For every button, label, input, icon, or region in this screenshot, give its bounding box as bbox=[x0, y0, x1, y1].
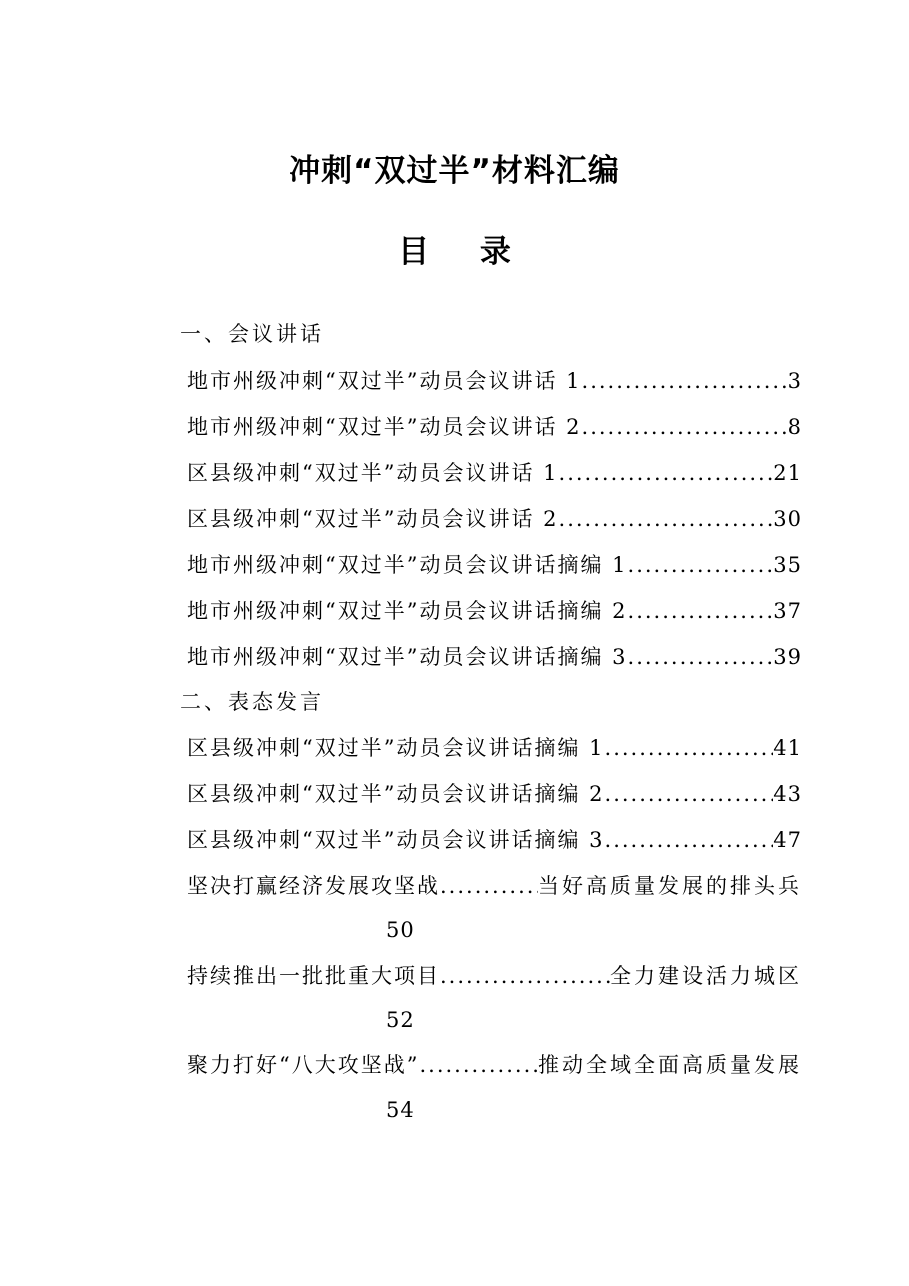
toc-entry-label: 地市州级冲刺“双过半”动员会议讲话摘编 1 bbox=[187, 553, 628, 577]
toc-entry-label: 地市州级冲刺“双过半”动员会议讲话 1 bbox=[187, 369, 582, 393]
toc-leader-dots bbox=[628, 642, 774, 672]
toc-entry[interactable] bbox=[187, 825, 802, 855]
toc-leader-dots bbox=[628, 596, 774, 626]
section-heading-statements: 二、表态发言 bbox=[180, 690, 324, 714]
toc-entry-label: 区县级冲刺“双过半”动员会议讲话 1 bbox=[187, 461, 559, 485]
toc-entry-label: 聚力打好“八大攻坚战” bbox=[187, 1053, 420, 1077]
toc-entry[interactable] bbox=[187, 458, 802, 488]
toc-entry-page: 39 bbox=[773, 645, 802, 669]
toc-entry[interactable] bbox=[187, 412, 802, 442]
toc-entry-subtitle: 推动全域全面高质量发展 bbox=[538, 1053, 802, 1077]
toc-entry-page: 52 bbox=[386, 1008, 415, 1032]
toc-entry[interactable] bbox=[187, 642, 802, 672]
toc-entry-page: 54 bbox=[386, 1098, 415, 1122]
toc-entry-label: 区县级冲刺“双过半”动员会议讲话摘编 3 bbox=[187, 828, 605, 852]
toc-entry-page: 50 bbox=[386, 918, 415, 942]
toc-leader-dots bbox=[605, 733, 774, 763]
toc-entry-label: 地市州级冲刺“双过半”动员会议讲话摘编 2 bbox=[187, 599, 628, 623]
toc-entry-page: 8 bbox=[787, 415, 802, 439]
toc-leader-dots bbox=[440, 961, 610, 991]
toc-leader-dots bbox=[419, 1050, 538, 1080]
toc-entry-page: 41 bbox=[773, 736, 802, 760]
toc-entry[interactable] bbox=[187, 871, 802, 901]
toc-leader-dots bbox=[605, 825, 774, 855]
toc-entry-page: 30 bbox=[773, 507, 802, 531]
toc-entry-label: 区县级冲刺“双过半”动员会议讲话摘编 2 bbox=[187, 782, 605, 806]
toc-entry-page: 37 bbox=[773, 599, 802, 623]
toc-leader-dots bbox=[559, 504, 774, 534]
toc-entry-subtitle: 全力建设活力城区 bbox=[610, 964, 802, 988]
toc-leader-dots bbox=[559, 458, 774, 488]
toc-heading: 目 录 bbox=[398, 234, 531, 270]
toc-leader-dots bbox=[628, 550, 774, 580]
toc-entry-page: 3 bbox=[787, 369, 802, 393]
toc-leader-dots bbox=[582, 412, 788, 442]
toc-entry[interactable] bbox=[187, 961, 802, 991]
toc-entry-label: 区县级冲刺“双过半”动员会议讲话 2 bbox=[187, 507, 559, 531]
toc-entry-subtitle: 当好高质量发展的排头兵 bbox=[538, 874, 802, 898]
toc-entry[interactable] bbox=[187, 596, 802, 626]
toc-entry[interactable] bbox=[187, 504, 802, 534]
toc-entry-page: 47 bbox=[773, 828, 802, 852]
toc-entry-label: 地市州级冲刺“双过半”动员会议讲话 2 bbox=[187, 415, 582, 439]
toc-entry[interactable] bbox=[187, 366, 802, 396]
toc-entry-page: 21 bbox=[773, 461, 802, 485]
document-title: 冲刺“双过半”材料汇编 bbox=[289, 153, 620, 189]
toc-entry-label: 地市州级冲刺“双过半”动员会议讲话摘编 3 bbox=[187, 645, 628, 669]
section-heading-meeting-speeches: 一、会议讲话 bbox=[180, 322, 324, 346]
toc-leader-dots bbox=[605, 779, 774, 809]
toc-leader-dots bbox=[440, 871, 538, 901]
toc-entry[interactable] bbox=[187, 733, 802, 763]
toc-entry-label: 区县级冲刺“双过半”动员会议讲话摘编 1 bbox=[187, 736, 605, 760]
toc-entry-label: 坚决打赢经济发展攻坚战 bbox=[187, 874, 440, 898]
toc-entry[interactable] bbox=[187, 1050, 802, 1080]
toc-leader-dots bbox=[582, 366, 788, 396]
toc-entry-page: 35 bbox=[773, 553, 802, 577]
toc-entry-label: 持续推出一批批重大项目 bbox=[187, 964, 440, 988]
toc-entry-page: 43 bbox=[773, 782, 802, 806]
toc-entry[interactable] bbox=[187, 550, 802, 580]
toc-entry[interactable] bbox=[187, 779, 802, 809]
